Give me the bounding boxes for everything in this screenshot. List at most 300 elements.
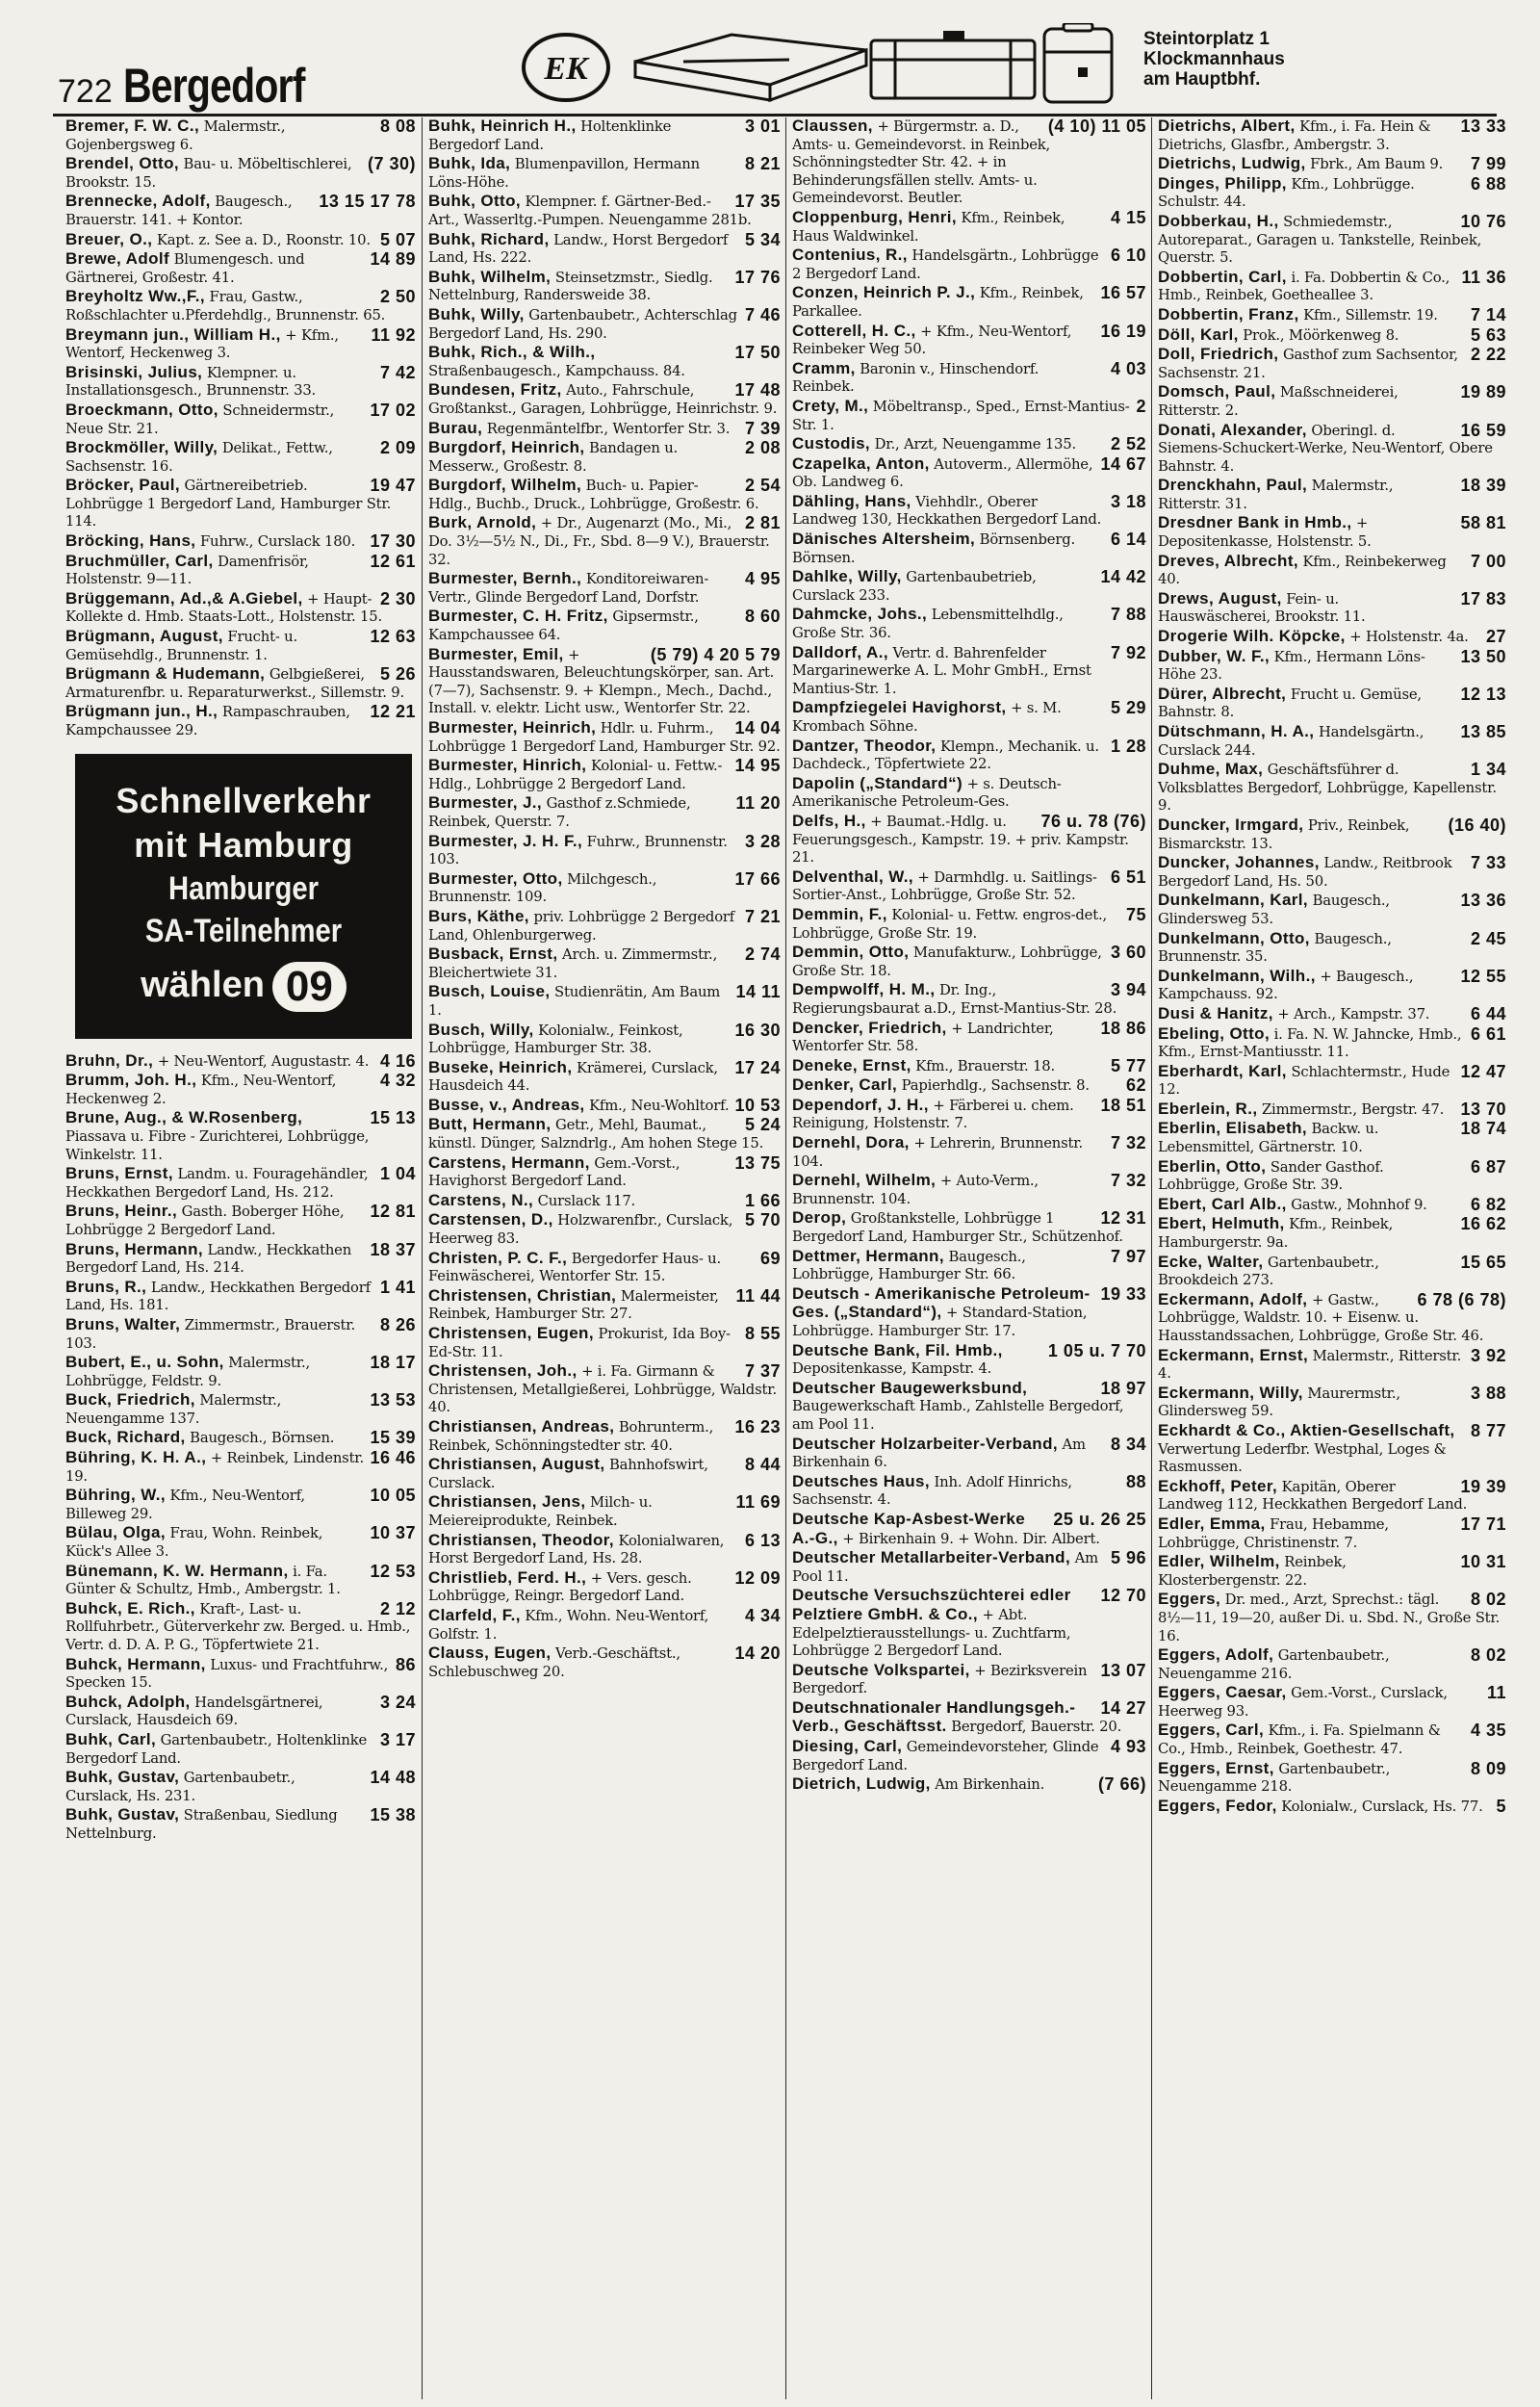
entry-name: Burmester, Otto, xyxy=(428,868,563,888)
entry-name: Delventhal, W., xyxy=(792,867,913,886)
directory-entry xyxy=(1158,1478,1506,1514)
directory-entry xyxy=(1158,1646,1506,1683)
entry-name: Eggers, Adolf, xyxy=(1158,1645,1274,1665)
directory-entry xyxy=(65,1487,416,1523)
directory-entry xyxy=(792,1775,1146,1795)
phone-number: 11 44 xyxy=(735,1285,781,1306)
directory-entry xyxy=(792,738,1146,774)
directory-entry xyxy=(428,646,781,718)
entry-name: Burk, Arnold, xyxy=(428,513,537,532)
entry-details: Hdlr. u. Fuhrm., Lohbrügge 1 Bergedorf Land, Hamburger Str. 92. xyxy=(428,720,781,755)
phone-number: 2 52 xyxy=(1110,434,1146,454)
entry-name: Busch, Louise, xyxy=(428,982,551,1001)
entry-name: Bremer, F. W. C., xyxy=(65,117,200,135)
directory-entry xyxy=(792,435,1146,454)
directory-entry xyxy=(792,455,1146,492)
phone-number: 13 15 17 78 xyxy=(319,192,416,212)
header-rule xyxy=(53,114,1497,116)
entry-name: Edler, Emma, xyxy=(1158,1514,1266,1533)
directory-entry xyxy=(428,1059,781,1096)
phone-number: 7 00 xyxy=(1470,551,1506,571)
phone-number: 17 24 xyxy=(734,1057,781,1077)
entry-details: Holzwarenfbr., Curslack, Heerweg 83. xyxy=(428,1212,733,1248)
phone-number: 14 95 xyxy=(734,756,781,776)
directory-entry xyxy=(428,381,781,418)
entry-details: Konditoreiwaren-Vertr., Glinde Bergedorf Land, Dorfstr. xyxy=(428,571,709,606)
phone-number: 16 23 xyxy=(734,1416,781,1436)
phone-number: 6 44 xyxy=(1470,1003,1506,1023)
entry-name: Carstens, N., xyxy=(428,1190,534,1209)
phone-number: 7 97 xyxy=(1110,1246,1146,1266)
entry-name: Dreves, Albrecht, xyxy=(1158,551,1299,570)
directory-entry xyxy=(428,1211,781,1248)
entry-name: Dähling, Hans, xyxy=(792,491,911,510)
directory-entry xyxy=(428,1192,781,1211)
phone-number: 18 74 xyxy=(1460,1119,1506,1139)
directory-entry xyxy=(65,1694,416,1730)
entry-details: Gem.-Vorst., Havighorst Bergedorf Land. xyxy=(428,1154,680,1190)
phone-number: 11 20 xyxy=(735,793,781,814)
directory-entry xyxy=(1158,648,1506,685)
phone-number: 18 39 xyxy=(1460,476,1506,496)
phone-number: 4 35 xyxy=(1470,1721,1506,1741)
phone-number: 1 05 u. 7 70 xyxy=(1047,1340,1146,1360)
entry-name: Burgdorf, Wilhelm, xyxy=(428,476,582,495)
entry-details: Milchgesch., Brunnenstr. 109. xyxy=(428,870,657,906)
phone-number: 2 22 xyxy=(1470,345,1506,365)
entry-details: + Darmhdlg. u. Saitlings-Sortier-Anst., Lohbrügge, Große Str. 52. xyxy=(792,868,1097,904)
phone-number: 11 69 xyxy=(735,1492,781,1513)
phone-number: 16 59 xyxy=(1460,420,1506,440)
ad-line-3: Hamburger xyxy=(168,869,319,907)
phone-number: 13 36 xyxy=(1460,891,1506,911)
directory-entry xyxy=(1158,1798,1506,1817)
entry-name: Edler, Wilhelm, xyxy=(1158,1552,1280,1571)
directory-entry xyxy=(65,1769,416,1805)
phone-number: 10 31 xyxy=(1460,1552,1506,1572)
entry-name: Eggers, xyxy=(1158,1590,1221,1609)
entry-name: Buhk, Richard, xyxy=(428,229,550,248)
directory-entry xyxy=(792,323,1146,359)
phone-number: 19 47 xyxy=(370,476,416,496)
entry-name: Buhk, Ida, xyxy=(428,154,511,173)
phone-number: 12 21 xyxy=(370,702,416,722)
directory-entry xyxy=(1158,686,1506,722)
directory-entry xyxy=(65,1806,416,1843)
entry-details: Bohrunterm., Reinbek, Schönningstedter str. 40. xyxy=(428,1418,714,1454)
entry-name: Buhck, Adolph, xyxy=(65,1692,191,1711)
phone-number: 8 09 xyxy=(1470,1758,1506,1778)
directory-entry xyxy=(1158,1721,1506,1758)
directory-entry xyxy=(792,1662,1146,1698)
entry-details: Kfm., Reinbek, Hamburgerstr. 9a. xyxy=(1158,1216,1394,1252)
entry-details: Malermstr., Gojenbergsweg 6. xyxy=(65,118,286,153)
entry-details: Kraft-, Last- u. Rollfuhrbetr., Güterverkehr zw. Berged. u. Hmb., Vertr. d. D. A. P. G., Töpfertwiete 21. xyxy=(65,1600,411,1653)
directory-entry xyxy=(65,1316,416,1353)
entry-details: Kfm., Lohbrügge. Schulstr. 44. xyxy=(1158,175,1415,211)
entry-name: Deutscher Holzarbeiter-Verband, xyxy=(792,1434,1058,1453)
phone-number: 17 48 xyxy=(734,380,781,401)
entry-name: Contenius, R., xyxy=(792,246,908,265)
entry-details: Landw., Heckkathen Bergedorf Land, Hs. 214. xyxy=(65,1241,352,1277)
phone-number: 18 17 xyxy=(370,1353,416,1373)
entry-name: Domsch, Paul, xyxy=(1158,382,1276,401)
entry-name: Deutsche Versuchszüchterei edler Pelztiere GmbH. & Co., xyxy=(792,1586,1071,1623)
phone-number: 5 70 xyxy=(744,1210,781,1230)
directory-entry xyxy=(65,628,416,664)
directory-entry xyxy=(1158,346,1506,382)
entry-details: Studienrätin, Am Baum 1. xyxy=(428,984,721,1019)
entry-name: Bruns, R., xyxy=(65,1277,147,1296)
entry-name: Drews, August, xyxy=(1158,588,1282,608)
entry-details: Kapitän, Oberer Landweg 112, Heckkathen Bergedorf Land. xyxy=(1158,1478,1468,1514)
phone-number: 12 31 xyxy=(1100,1208,1146,1229)
ad-line-4: SA-Teilnehmer xyxy=(144,912,343,949)
directory-entry xyxy=(428,908,781,945)
entry-details: + Vers. gesch. Lohbrügge, Reingr. Bergedorf Land. xyxy=(428,1569,692,1605)
directory-entry xyxy=(792,493,1146,530)
entry-details: + Hausstandswaren, Beleuchtungskörper, san. Art. (7—7), Sachsenstr. 9. + Klempn., Mech., Dachd., Install. v. elektr. Licht usw., Wentorfer Str. 22. xyxy=(428,646,775,717)
entry-name: Christiansen, Andreas, xyxy=(428,1416,615,1436)
entry-name: Dresdner Bank in Hmb., xyxy=(1158,513,1352,532)
phone-number: 2 74 xyxy=(744,945,781,965)
entry-details: Malermstr., Ritterstr. 4. xyxy=(1158,1347,1462,1383)
ad-line-5: wählen xyxy=(141,964,265,1005)
entry-details: Kolonialw., Curslack, Hs. 77. xyxy=(1281,1798,1483,1815)
directory-entry xyxy=(1158,553,1506,589)
entry-details: Damenfrisör, Holstenstr. 9—11. xyxy=(65,553,309,588)
entry-details: + Kfm., Wentorf, Heckenweg 3. xyxy=(65,326,339,362)
directory-entry xyxy=(1158,968,1506,1004)
directory-entry xyxy=(428,193,781,229)
entry-details: Prok., Möörkenweg 8. xyxy=(1243,326,1399,344)
entry-details: + Färberei u. chem. Reinigung, Holstenstr. 7. xyxy=(792,1097,1074,1132)
entry-name: Eggers, Ernst, xyxy=(1158,1758,1274,1777)
entry-details: Gartenbaubetr., Neuengamme 216. xyxy=(1158,1647,1390,1682)
entry-name: Dampfziegelei Havighorst, xyxy=(792,698,1007,717)
entry-name: Burmester, Hinrich, xyxy=(428,756,587,775)
directory-entry xyxy=(1158,1291,1506,1346)
entry-details: Gartenbaubetr., Achterschlag Bergedorf Land, Hs. 290. xyxy=(428,306,737,342)
entry-details: + Kfm., Neu-Wentorf, Reinbeker Weg 50. xyxy=(792,323,1072,358)
directory-entry xyxy=(428,514,781,569)
entry-details: Blumenpavillon, Hermann Löns-Höhe. xyxy=(428,156,700,191)
entry-name: Dobbertin, Carl, xyxy=(1158,267,1287,286)
entry-details: Bandagen u. Messerw., Großestr. 8. xyxy=(428,440,679,475)
entry-details: Schneidermstr., Neue Str. 21. xyxy=(65,401,335,437)
entry-details: + Arch., Kampstr. 37. xyxy=(1277,1005,1430,1022)
directory-entry xyxy=(1158,213,1506,268)
entry-details: Gemeindevorsteher, Glinde Bergedorf Land. xyxy=(792,1739,1099,1773)
directory-entry xyxy=(792,906,1146,943)
entry-name: Clarfeld, F., xyxy=(428,1605,521,1624)
phone-number: 16 57 xyxy=(1100,283,1146,303)
phone-number: 10 05 xyxy=(370,1486,416,1506)
entry-name: Dernehl, Dora, xyxy=(792,1133,910,1152)
directory-entry xyxy=(65,1354,416,1390)
ad-line-1: Schnellverkehr xyxy=(116,780,372,820)
entry-name: Buhk, Gustav, xyxy=(65,1805,180,1825)
directory-entry xyxy=(65,1109,416,1164)
entry-name: Carstensen, D., xyxy=(428,1210,553,1229)
directory-entry xyxy=(1158,269,1506,305)
entry-name: Brockmöller, Willy, xyxy=(65,438,218,457)
phone-number: 13 85 xyxy=(1460,722,1506,741)
entry-name: Eberlin, Otto, xyxy=(1158,1156,1267,1176)
entry-details: Baugesch., Brunnenstr. 35. xyxy=(1158,930,1392,966)
phone-number: 5 63 xyxy=(1470,324,1506,345)
entry-details: Am Pool 11. xyxy=(792,1550,1098,1585)
directory-entry xyxy=(792,1699,1146,1737)
entry-details: Kfm., Reinbek, Haus Waldwinkel. xyxy=(792,209,1065,245)
entry-details: Gasthof zum Sachsentor, Sachsenstr. 21. xyxy=(1158,347,1458,381)
entry-details: Baugesch., Brauerstr. 141. + Kontor. xyxy=(65,194,293,228)
directory-entry xyxy=(65,703,416,739)
entry-name: Clauss, Eugen, xyxy=(428,1643,552,1663)
entry-name: Burmester, Emil, xyxy=(428,644,564,663)
entry-details: + Baumat.-Hdlg. u. Feuerungsgesch., Kampstr. 19. + priv. Kampstr. 21. xyxy=(792,813,1129,867)
phone-number: 1 04 xyxy=(379,1164,416,1184)
entry-name: Bruns, Heinr., xyxy=(65,1202,178,1221)
directory-entry xyxy=(792,1738,1146,1774)
entry-name: Ebeling, Otto, xyxy=(1158,1023,1270,1043)
entry-details: Handelsgärtn., Curslack 244. xyxy=(1158,724,1424,759)
entry-name: Bruhn, Dr., xyxy=(65,1050,154,1070)
entry-name: Busch, Willy, xyxy=(428,1020,534,1039)
entry-details: Zimmermstr., Brauerstr. 103. xyxy=(65,1316,356,1352)
phone-number: 2 81 xyxy=(744,513,781,533)
entry-name: Dahmcke, Johs., xyxy=(792,605,928,624)
entry-details: Krämerei, Curslack, Hausdeich 44. xyxy=(428,1059,718,1095)
entry-details: Kfm., Hermann Löns-Höhe 23. xyxy=(1158,648,1425,684)
entry-details: Gartenbaubetr., Curslack, Hs. 231. xyxy=(65,1770,295,1804)
entry-details: + Holstenstr. 4a. xyxy=(1349,629,1469,646)
phone-number: 13 07 xyxy=(1100,1660,1146,1680)
directory-entry xyxy=(65,1731,416,1768)
entry-details: Autoverm., Allermöhe, Ob. Landweg 6. xyxy=(792,455,1093,491)
entry-name: Brumm, Joh. H., xyxy=(65,1071,197,1090)
directory-entry xyxy=(1158,1422,1506,1477)
directory-entry xyxy=(792,1549,1146,1586)
phone-number: 2 xyxy=(1136,396,1146,416)
phone-number: 19 33 xyxy=(1100,1283,1146,1304)
phone-number: 2 12 xyxy=(379,1598,416,1618)
entry-name: Carstens, Hermann, xyxy=(428,1152,590,1172)
entry-name: Demmin, F., xyxy=(792,904,887,923)
phone-number: (7 30) xyxy=(367,154,416,174)
entry-details: + Birkenhain 9. + Wohn. Dir. Albert. xyxy=(842,1530,1100,1547)
entry-name: Eberlein, R., xyxy=(1158,1099,1258,1118)
phone-number: 3 92 xyxy=(1470,1345,1506,1365)
entry-name: Buhk, Rich., & Wilh., xyxy=(428,343,596,362)
entry-details: Baugesch., Börnsen. xyxy=(190,1430,335,1447)
entry-details: Depositenkasse, Kampstr. 4. xyxy=(792,1360,992,1378)
entry-name: Burs, Käthe, xyxy=(428,906,529,925)
directory-entry xyxy=(792,1057,1146,1076)
entry-name: Buck, Richard, xyxy=(65,1428,186,1447)
directory-entry xyxy=(428,608,781,644)
entry-name: Eckhardt & Co., Aktien-Gesellschaft, xyxy=(1158,1420,1455,1439)
entry-name: Eberhardt, Karl, xyxy=(1158,1061,1287,1080)
entry-name: Eggers, Caesar, xyxy=(1158,1683,1287,1702)
entry-name: Christlieb, Ferd. H., xyxy=(428,1567,587,1587)
directory-entry xyxy=(65,231,416,250)
directory-entry xyxy=(428,1154,781,1191)
directory-entry xyxy=(65,1524,416,1561)
directory-entry xyxy=(1158,1760,1506,1797)
directory-entry xyxy=(428,983,781,1020)
entry-name: Eckermann, Willy, xyxy=(1158,1383,1303,1402)
entry-name: Dunkelmann, Wilh., xyxy=(1158,966,1316,985)
phone-number: 3 60 xyxy=(1110,943,1146,963)
entry-name: Buhk, Gustav, xyxy=(65,1768,180,1787)
entry-name: Eggers, Fedor, xyxy=(1158,1796,1277,1815)
entry-details: Luxus- und Frachtfuhrw., Specken 15. xyxy=(65,1656,389,1692)
entry-details: Bau- u. Möbeltischlerei, Brookstr. 15. xyxy=(65,156,352,191)
entry-name: Buhk, Heinrich H., xyxy=(428,117,577,135)
entry-details: Börnsenberg. Börnsen. xyxy=(792,531,1075,566)
directory-entry xyxy=(792,1076,1146,1096)
phone-number: 6 10 xyxy=(1110,246,1146,266)
directory-entry xyxy=(1158,175,1506,212)
entry-details: Curslack 117. xyxy=(537,1192,636,1209)
entry-name: Dinges, Philipp, xyxy=(1158,173,1287,193)
directory-entry xyxy=(792,1436,1146,1472)
entry-details: + Neu-Wentorf, Augustastr. 4. xyxy=(157,1052,370,1070)
entry-name: Bühring, K. H. A., xyxy=(65,1448,207,1467)
entry-details: Kfm., Wohn. Neu-Wentorf, Golfstr. 1. xyxy=(428,1607,709,1643)
ad-line-2: mit Hamburg xyxy=(134,824,353,865)
entry-details: Verwertung Lederfbr. Westphal, Loges & Rasmussen. xyxy=(1158,1440,1447,1476)
entry-details: Handelsgärtnerei, Curslack, Hausdeich 69. xyxy=(65,1694,323,1729)
phone-number: 15 13 xyxy=(370,1108,416,1128)
directory-entry xyxy=(792,1285,1146,1341)
entry-name: Bülau, Olga, xyxy=(65,1523,166,1542)
ek-logo-icon xyxy=(518,29,614,106)
phone-number: 13 50 xyxy=(1460,646,1506,666)
entry-details: Bergedorf, Bauerstr. 20. xyxy=(951,1719,1122,1736)
entry-details: Frau, Gastw., Roßschlachter u.Pferdehdlg., Brunnenstr. 65. xyxy=(65,289,386,324)
entry-name: Busse, v., Andreas, xyxy=(428,1095,585,1114)
directory-entry xyxy=(1158,155,1506,174)
entry-name: Breyholtz Ww.,F., xyxy=(65,287,206,306)
directory-entry xyxy=(65,1203,416,1239)
phone-number: 7 14 xyxy=(1470,304,1506,324)
directory-entry xyxy=(428,1097,781,1116)
directory-entry xyxy=(65,1279,416,1315)
phone-number: 18 86 xyxy=(1100,1018,1146,1038)
entry-name: Dernehl, Wilhelm, xyxy=(792,1171,937,1190)
entry-details: Priv., Reinbek, Bismarckstr. 13. xyxy=(1158,816,1410,852)
entry-details: Kfm., Reinbek, Parkallee. xyxy=(792,285,1084,320)
entry-name: Breuer, O., xyxy=(65,229,153,248)
phone-number: 14 48 xyxy=(370,1768,416,1788)
entry-name: Drenckhahn, Paul, xyxy=(1158,476,1308,495)
entry-details: + s. M. Krombach Söhne. xyxy=(792,700,1062,735)
entry-details: Maßschneiderei, Ritterstr. 2. xyxy=(1158,384,1399,419)
entry-name: Eckermann, Ernst, xyxy=(1158,1345,1309,1364)
phone-number: 7 39 xyxy=(744,418,781,438)
entry-details: Piassava u. Fibre - Zurichterei, Lohbrügge, Winkelstr. 11. xyxy=(65,1127,370,1163)
entry-name: Breymann jun., William H., xyxy=(65,324,281,344)
luggage-illustration xyxy=(626,23,1116,110)
phone-number: 8 02 xyxy=(1470,1645,1506,1666)
entry-name: Christiansen, Jens, xyxy=(428,1492,586,1512)
phone-number: 7 88 xyxy=(1110,605,1146,625)
entry-name: Deutschnationaler Handlungsgeh.-Verb., Geschäftsst. xyxy=(792,1697,1076,1736)
phone-number: 25 u. 26 25 xyxy=(1053,1509,1146,1529)
directory-entry xyxy=(792,360,1146,397)
entry-name: Dalldorf, A., xyxy=(792,642,888,661)
column-4 xyxy=(1151,117,1510,2399)
directory-entry xyxy=(792,775,1146,812)
directory-entry xyxy=(428,1569,781,1606)
phone-number: 1 34 xyxy=(1470,760,1506,780)
phone-number: 4 32 xyxy=(379,1071,416,1091)
phone-number: 19 39 xyxy=(1460,1476,1506,1496)
entry-details: + Haupt-Kollekte d. Hmb. Staats-Lott., Holstenstr. 15. xyxy=(65,590,382,626)
directory-entry xyxy=(428,757,781,793)
entry-name: Dusi & Hanitz, xyxy=(1158,1003,1273,1022)
directory-entry xyxy=(65,1600,416,1655)
entry-name: Donati, Alexander, xyxy=(1158,420,1307,439)
phone-number: 2 09 xyxy=(379,438,416,458)
entry-details: Auto., Fahrschule, Großtankst., Garagen, Lohbrügge, Heinrichstr. 9. xyxy=(428,382,778,417)
entry-name: Czapelka, Anton, xyxy=(792,453,930,473)
phone-number: 4 03 xyxy=(1110,358,1146,378)
entry-details: + Dr., Augenarzt (Mo., Mi., Do. 3½—5½ N., Di., Fr., Sbd. 8—9 V.), Brauerstr. 32. xyxy=(428,515,770,568)
phone-number: 2 30 xyxy=(379,588,416,608)
phone-number: 62 xyxy=(1125,1075,1146,1096)
phone-number: 12 09 xyxy=(734,1567,781,1588)
entry-details: Kolonial- u. Fettw.-Hdlg., Lohbrügge 2 Bergedorf Land. xyxy=(428,758,723,792)
directory-entry xyxy=(792,981,1146,1018)
directory-entry xyxy=(65,1563,416,1599)
entry-name: Duncker, Irmgard, xyxy=(1158,815,1304,834)
entry-name: Burmester, Bernh., xyxy=(428,569,582,588)
entry-details: Baronin v., Hinschendorf. Reinbek. xyxy=(792,360,1040,396)
entry-name: Christiansen, August, xyxy=(428,1455,605,1474)
directory-entry xyxy=(792,1134,1146,1171)
directory-entry xyxy=(1158,1100,1506,1120)
phone-number: 12 81 xyxy=(370,1202,416,1222)
header-advertisement xyxy=(1143,29,1285,90)
entry-name: Crety, M., xyxy=(792,396,869,415)
directory-entry xyxy=(428,344,781,380)
phone-number: 7 42 xyxy=(379,362,416,382)
directory-entry xyxy=(65,288,416,324)
phone-number: 75 xyxy=(1125,904,1146,924)
entry-details: Möbeltransp., Sped., Ernst-Mantius-Str. 1. xyxy=(792,398,1130,433)
entry-details: priv. Lohbrügge 2 Bergedorf Land, Ohlenburgerweg. xyxy=(428,908,735,944)
entry-details: + Standard-Station, Lohbrügge. Hamburger Str. 17. xyxy=(792,1305,1088,1339)
entry-name: Dietrichs, Ludwig, xyxy=(1158,154,1306,173)
phone-number: 8 34 xyxy=(1110,1434,1146,1454)
entry-details: Gartenbaubetr., Neuengamme 218. xyxy=(1158,1760,1391,1796)
directory-entry xyxy=(428,1607,781,1643)
phone-number: 7 21 xyxy=(744,906,781,926)
entry-details: Lebensmittelhdlg., Große Str. 36. xyxy=(792,607,1064,642)
entry-name: Dobbertin, Franz, xyxy=(1158,304,1299,324)
phone-number: 11 92 xyxy=(371,324,416,345)
directory-entry xyxy=(792,568,1146,605)
phone-number: 14 27 xyxy=(1100,1697,1146,1718)
entry-name: Buhk, Wilhelm, xyxy=(428,267,552,286)
column-1 xyxy=(60,117,420,2399)
entry-details: Reinbek, Klosterbergenstr. 22. xyxy=(1158,1554,1347,1589)
entry-details: Gem.-Vorst., Curslack, Heerweg 93. xyxy=(1158,1685,1448,1720)
phone-number: 7 46 xyxy=(744,304,781,324)
